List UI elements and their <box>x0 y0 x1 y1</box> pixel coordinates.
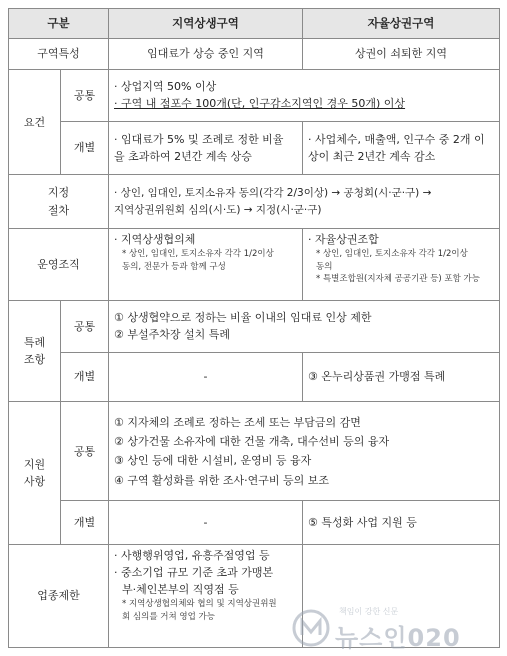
comparison-table <box>8 8 500 648</box>
organization-col2-note: * 상인, 임대인, 토지소유자 각각 1/2이상 <box>316 248 468 259</box>
designation-content <box>109 175 500 229</box>
header-autonomous-commercial: 자율상권구역 <box>303 9 500 39</box>
organization-col2-main: · 자율상권조합 <box>308 232 379 246</box>
support-common-line: ③ 상인 등에 대한 시설비, 운영비 등 융자 <box>114 454 312 468</box>
comparison-document <box>8 8 499 648</box>
organization-col1-note: * 상인, 임대인, 토지소유자 각각 1/2이상 <box>122 248 274 259</box>
business-restriction-row <box>9 544 500 647</box>
support-label-line: 사항 <box>23 474 46 488</box>
header-local-coexistence: 지역상생구역 <box>109 9 303 39</box>
designation-line: · 상인, 임대인, 토지소유자 동의(각각 2/3이상) → 공청회(시·군·구) → <box>114 187 432 200</box>
business-restriction-line: · 사행행위영업, 유흥주점영업 등 <box>114 548 270 562</box>
special-individual-row <box>9 352 500 402</box>
business-restriction-col1 <box>109 544 303 647</box>
organization-label: 운영조직 <box>9 228 109 300</box>
support-common-line: ② 상가건물 소유자에 대한 건물 개축, 대수선비 등의 융자 <box>114 435 390 449</box>
requirements-individual-col1 <box>109 121 303 175</box>
organization-col2 <box>303 228 500 300</box>
header-category: 구분 <box>9 9 109 39</box>
district-features-label: 구역특성 <box>9 38 109 69</box>
watermark-brand: 뉴스인020 <box>335 624 461 652</box>
support-common-line: ① 지자체의 조례로 정하는 조세 또는 부담금의 감면 <box>114 415 361 429</box>
business-restriction-col2 <box>303 544 500 647</box>
district-features-col2: 상권이 쇠퇴한 지역 <box>303 38 500 69</box>
designation-label-line: 절차 <box>47 203 70 217</box>
business-restriction-label: 업종제한 <box>9 544 109 647</box>
organization-row <box>9 228 500 300</box>
special-common-row <box>9 301 500 353</box>
requirements-label: 요건 <box>9 69 61 174</box>
watermark-slogan: 책임이 강한 신문 <box>339 607 399 616</box>
special-common-line: ② 부설주차장 설치 특례 <box>114 328 230 342</box>
requirements-individual-col2 <box>303 121 500 175</box>
organization-col1 <box>109 228 303 300</box>
special-common-content <box>109 301 500 353</box>
district-features-row <box>9 38 500 69</box>
requirements-individual-line: 을 초과하여 2년간 계속 상승 <box>114 149 252 163</box>
requirements-individual-line: · 임대료가 5% 및 조례로 정한 비율 <box>114 132 284 146</box>
header-row <box>9 9 500 39</box>
special-individual-col1: - <box>109 352 303 402</box>
designation-row <box>9 175 500 229</box>
business-restriction-note: * 지역상생협의체와 협의 및 지역상권위원 <box>122 598 277 609</box>
support-individual-label: 개별 <box>61 501 109 544</box>
support-common-row <box>9 402 500 501</box>
designation-line: 지역상권위원회 심의(시·도) → 지정(시·군·구) <box>114 203 322 216</box>
business-restriction-line: · 중소기업 규모 기준 초과 가맹본 <box>114 565 274 579</box>
requirements-common-label: 공통 <box>61 69 109 121</box>
support-individual-col1: - <box>109 501 303 544</box>
requirements-individual-row <box>9 121 500 175</box>
district-features-col1: 임대료가 상승 중인 지역 <box>109 38 303 69</box>
special-label-line: 특례 <box>23 336 46 350</box>
support-common-line: ④ 구역 활성화를 위한 조사·연구비 등의 보조 <box>114 473 329 487</box>
special-label-line: 조항 <box>23 353 46 367</box>
support-label <box>9 402 61 544</box>
support-common-label: 공통 <box>61 402 109 501</box>
requirements-individual-line: 상이 최근 2년간 계속 감소 <box>308 149 436 163</box>
designation-label-line: 지정 <box>47 186 70 200</box>
requirements-individual-line: · 사업체수, 매출액, 인구수 중 2개 이 <box>308 132 485 146</box>
business-restriction-line: 부·체인본부의 직영점 등 <box>122 582 239 596</box>
requirements-common-line: · 상업지역 50% 이상 <box>114 80 217 94</box>
requirements-common-row <box>9 69 500 121</box>
organization-col2-note: 동의 <box>316 261 333 272</box>
organization-col1-main: · 지역상생협의체 <box>114 232 196 246</box>
special-common-line: ① 상생협약으로 정하는 비율 이내의 임대료 인상 제한 <box>114 311 372 325</box>
organization-col2-note: * 특별조합원(지자체 공공기관 등) 포함 가능 <box>316 274 480 285</box>
special-individual-col2: ③ 온누리상품권 가맹점 특례 <box>303 352 500 402</box>
designation-label <box>9 175 109 229</box>
business-restriction-note: 회 심의를 거쳐 영업 가능 <box>122 611 215 622</box>
special-individual-label: 개별 <box>61 352 109 402</box>
support-label-line: 지원 <box>23 457 46 471</box>
support-individual-col2: ⑤ 특성화 사업 지원 등 <box>303 501 500 544</box>
support-individual-row <box>9 501 500 544</box>
support-common-content <box>109 402 500 501</box>
requirements-individual-label: 개별 <box>61 121 109 175</box>
requirements-common-content <box>109 69 500 121</box>
requirements-common-line: · 구역 내 점포수 100개(단, 인구감소지역인 경우 50개) 이상 <box>114 97 406 111</box>
special-label <box>9 301 61 402</box>
special-common-label: 공통 <box>61 301 109 353</box>
organization-col1-note: 동의, 전문가 등과 함께 구성 <box>122 261 226 272</box>
